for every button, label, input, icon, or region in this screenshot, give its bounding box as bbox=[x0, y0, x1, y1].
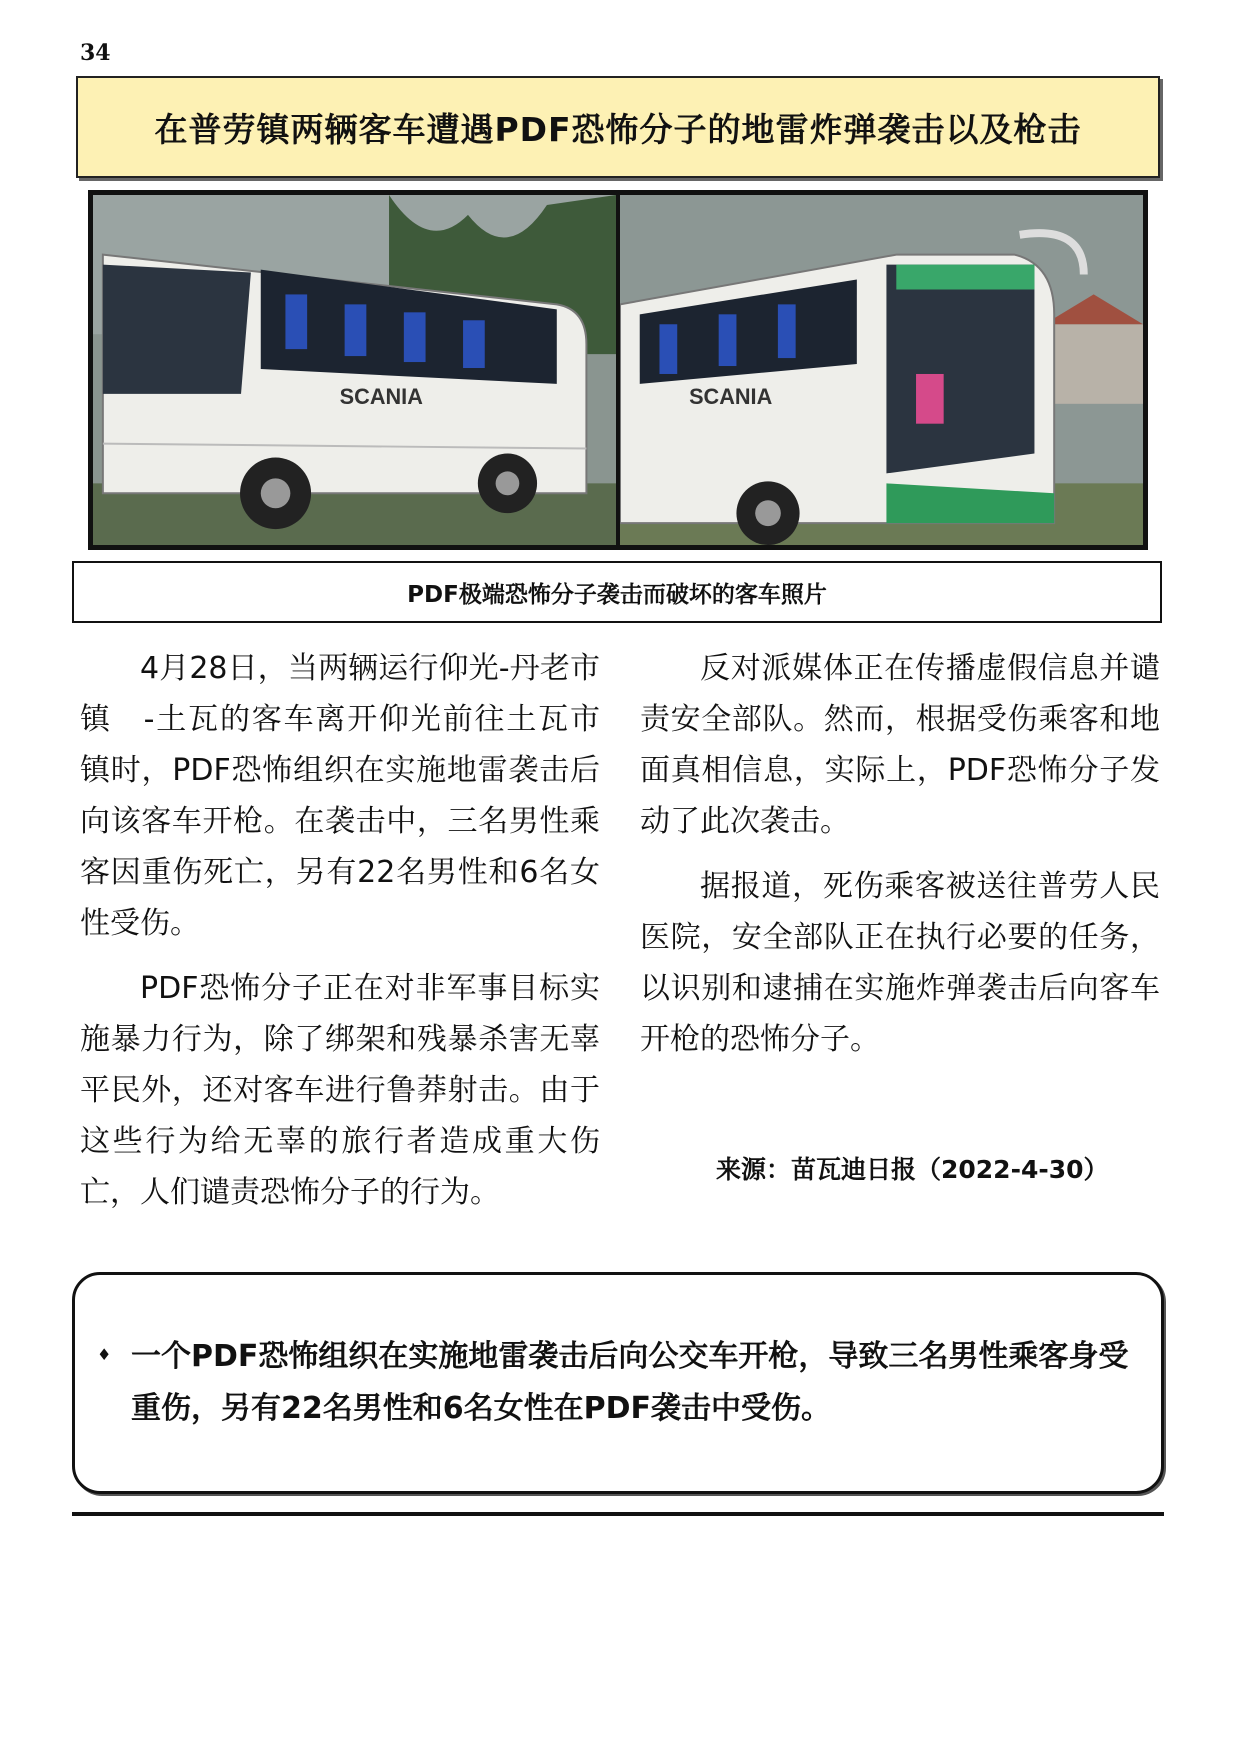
diamond-bullet-icon: ♦ bbox=[97, 1345, 112, 1364]
photo-frame bbox=[88, 190, 1148, 550]
right-column bbox=[640, 643, 1160, 1079]
paragraph: 据报道，死伤乘客被送往普劳人民医院，安全部队正在执行必要的任务，以识别和逮捕在实施炸弹袭击后向客车开枪的恐怖分子。 bbox=[640, 869, 1160, 1057]
bottom-divider bbox=[72, 1512, 1164, 1516]
paragraph: PDF恐怖分子正在对非军事目标实施暴力行为，除了绑架和残暴杀害无辜平民外，还对客车进行鲁莽射击。由于这些行为给无辜的旅行者造成重大伤亡，人们谴责恐怖分子的行为。 bbox=[80, 971, 600, 1210]
paragraph: 4月28日，当两辆运行仰光-丹老市镇 -土瓦的客车离开仰光前往土瓦市镇时，PDF恐怖组织在实施地雷袭击后向该客车开枪。在袭击中，三名男性乘客因重伤死亡，另有22名男性和6名女性受伤。 bbox=[80, 651, 600, 941]
summary-text: 一个PDF恐怖组织在实施地雷袭击后向公交车开枪，导致三名男性乘客身受重伤，另有22名男性和6名女性在PDF袭击中受伤。 bbox=[131, 1339, 1129, 1426]
source-line: 来源：苗瓦迪日报（2022-4-30） bbox=[716, 1155, 1109, 1184]
photo-caption-box bbox=[72, 561, 1162, 623]
bus-brand-text-left: SCANIA bbox=[339, 383, 423, 409]
left-column bbox=[80, 643, 600, 1232]
damaged-bus-photo-left bbox=[93, 195, 616, 545]
photo-caption: PDF极端恐怖分子袭击而破坏的客车照片 bbox=[407, 581, 827, 608]
summary-box bbox=[72, 1272, 1164, 1494]
paragraph: 反对派媒体正在传播虚假信息并谴责安全部队。然而，根据受伤乘客和地面真相信息，实际上，PDF恐怖分子发动了此次袭击。 bbox=[640, 651, 1160, 839]
damaged-bus-photo-right bbox=[620, 195, 1143, 545]
bus-illustration-left bbox=[93, 195, 616, 545]
headline-box bbox=[76, 76, 1160, 178]
headline: 在普劳镇两辆客车遭遇PDF恐怖分子的地雷炸弹袭击以及枪击 bbox=[154, 109, 1082, 149]
page-number: 34 bbox=[80, 40, 111, 66]
bus-brand-text-right: SCANIA bbox=[689, 383, 773, 409]
bus-illustration-right bbox=[620, 195, 1143, 545]
